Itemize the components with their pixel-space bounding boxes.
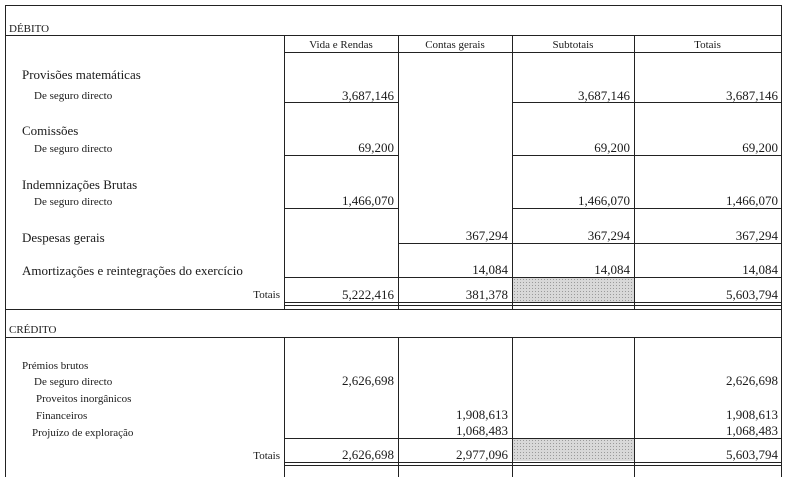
total-vida: 5,222,416 <box>342 287 394 302</box>
credito-section-title: CRÉDITO <box>9 324 57 336</box>
col-header-totais: Totais <box>694 39 721 51</box>
totals-double-rule <box>284 305 781 306</box>
row-sub-label: De seguro directo <box>34 90 113 102</box>
col-header-subtotais: Subtotais <box>552 39 594 51</box>
row-sub-label: De seguro directo <box>34 143 113 155</box>
row-rule <box>398 243 781 244</box>
row-label: Amortizações e reintegrações do exercício <box>22 263 243 278</box>
frame-top <box>5 5 781 6</box>
cell-subtotais: 1,466,070 <box>578 193 630 208</box>
cell-vida: 2,626,698 <box>342 373 394 388</box>
total-contas: 381,378 <box>465 287 508 302</box>
total-vida: 2,626,698 <box>342 447 394 462</box>
subtotal-shaded-cell <box>513 439 634 461</box>
cell-vida: 3,687,146 <box>342 88 394 103</box>
debito-col-divider <box>284 35 285 310</box>
totals-rule <box>284 302 781 303</box>
row-label: Prémios brutos <box>22 360 89 372</box>
cell-totais: 69,200 <box>742 140 778 155</box>
row-label: Projuízo de exploração <box>32 427 134 439</box>
cell-subtotais: 3,687,146 <box>578 88 630 103</box>
cell-totais: 1,466,070 <box>726 193 778 208</box>
debito-section-title: DÉBITO <box>9 23 50 35</box>
cell-subtotais: 69,200 <box>594 140 630 155</box>
cell-contas: 14,084 <box>472 262 508 277</box>
row-label: Comissões <box>22 123 79 138</box>
cell-totais: 367,294 <box>735 228 778 243</box>
cell-contas: 1,068,483 <box>456 423 508 438</box>
cell-subtotais: 14,084 <box>594 262 630 277</box>
totals-label: Totais <box>253 289 280 301</box>
cell-totais: 1,908,613 <box>726 407 778 422</box>
row-label: Provisões matemáticas <box>22 67 141 82</box>
cell-totais: 2,626,698 <box>726 373 778 388</box>
col-header-contas: Contas gerais <box>425 39 485 51</box>
cell-vida: 1,466,070 <box>342 193 394 208</box>
row-sub-label: De seguro directo <box>34 196 113 208</box>
row-label: Proveitos inorgânicos <box>36 393 132 405</box>
frame-left <box>5 5 6 477</box>
cell-contas: 1,908,613 <box>456 407 508 422</box>
row-rule <box>512 208 781 209</box>
row-rule <box>512 102 781 103</box>
cell-totais: 1,068,483 <box>726 423 778 438</box>
total-totais: 5,603,794 <box>726 447 778 462</box>
row-label: De seguro directo <box>34 376 113 388</box>
totals-double-rule <box>284 465 781 466</box>
row-rule <box>512 155 781 156</box>
totals-rule <box>284 462 781 463</box>
row-rule <box>284 208 398 209</box>
section-rule <box>5 309 781 310</box>
header-rule <box>284 52 781 53</box>
col-header-vida: Vida e Rendas <box>309 39 373 51</box>
row-label: Despesas gerais <box>22 230 105 245</box>
debito-title-rule <box>5 35 781 36</box>
row-label: Financeiros <box>36 410 88 422</box>
total-contas: 2,977,096 <box>456 447 508 462</box>
cell-totais: 3,687,146 <box>726 88 778 103</box>
cell-totais: 14,084 <box>742 262 778 277</box>
row-rule <box>284 102 398 103</box>
cell-contas: 367,294 <box>465 228 508 243</box>
subtotal-shaded-cell <box>513 278 634 302</box>
row-label: Indemnizações Brutas <box>22 177 138 192</box>
cell-subtotais: 367,294 <box>587 228 630 243</box>
total-totais: 5,603,794 <box>726 287 778 302</box>
row-rule <box>284 155 398 156</box>
credito-title-rule <box>5 337 781 338</box>
cell-vida: 69,200 <box>358 140 394 155</box>
totals-label: Totais <box>253 450 280 462</box>
frame-right <box>781 5 782 477</box>
